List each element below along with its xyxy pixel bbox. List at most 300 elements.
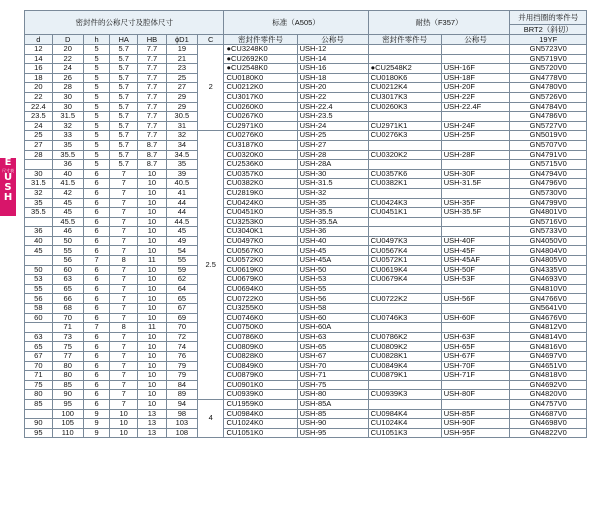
col-header-h: h [83, 35, 110, 45]
cell-ha: 5.7 [110, 102, 138, 112]
cell-backup-part: GN5715V0 [510, 160, 587, 170]
cell-std-part: CU0357K0 [224, 169, 297, 179]
cell-D: 80 [52, 361, 83, 371]
cell-std-nominal: USH-55 [297, 284, 368, 294]
cell-d: 85 [25, 399, 53, 409]
cell-backup-part: GN5019V0 [510, 131, 587, 141]
cell-heat-part: CU0809K2 [368, 342, 441, 352]
cell-hb: 10 [138, 380, 167, 390]
cell-ha: 10 [110, 419, 138, 429]
table-row [25, 275, 587, 285]
cell-ha: 7 [110, 284, 138, 294]
cell-heat-nominal: USH-71F [441, 371, 510, 381]
cell-backup-part: GN5733V0 [510, 227, 587, 237]
cell-ha: 10 [110, 428, 138, 438]
cell-d1: 79 [166, 371, 197, 381]
cell-ha: 7 [110, 198, 138, 208]
cell-std-nominal: USH-16 [297, 64, 368, 74]
cell-h: 9 [83, 428, 110, 438]
cell-d1: 62 [166, 275, 197, 285]
cell-backup-part: GN4804V0 [510, 246, 587, 256]
cell-d: 12 [25, 45, 53, 55]
cell-D: 46 [52, 227, 83, 237]
cell-hb: 10 [138, 294, 167, 304]
header-backup-group: 并用挡圈的零件号 [510, 11, 587, 25]
cell-hb: 8.7 [138, 150, 167, 160]
table-row [25, 399, 587, 409]
cell-backup-part: GN4697V0 [510, 352, 587, 362]
cell-d1: 32 [166, 131, 197, 141]
cell-heat-nominal: USH-40F [441, 236, 510, 246]
ush-dimension-table [24, 10, 587, 438]
cell-d1: 84 [166, 380, 197, 390]
side-tab-letter-u: U [3, 172, 13, 183]
table-row [25, 246, 587, 256]
cell-hb: 13 [138, 409, 167, 419]
cell-h: 5 [83, 112, 110, 122]
cell-d1: 49 [166, 236, 197, 246]
cell-ha: 7 [110, 361, 138, 371]
cell-D: 100 [52, 409, 83, 419]
cell-d1: 59 [166, 265, 197, 275]
cell-D: 45 [52, 208, 83, 218]
cell-h: 5 [83, 131, 110, 141]
table-row [25, 371, 587, 381]
cell-d1: 44 [166, 208, 197, 218]
cell-d1: 40.5 [166, 179, 197, 189]
cell-d: 80 [25, 390, 53, 400]
cell-D: 40 [52, 169, 83, 179]
cell-heat-nominal: USH-70F [441, 361, 510, 371]
cell-d1: 69 [166, 313, 197, 323]
cell-D: 80 [52, 371, 83, 381]
cell-d: 53 [25, 275, 53, 285]
cell-d: 22.4 [25, 102, 53, 112]
cell-heat-nominal: USH-20F [441, 83, 510, 93]
cell-hb: 10 [138, 361, 167, 371]
cell-h: 5 [83, 83, 110, 93]
cell-std-part: CU1024K0 [224, 419, 297, 429]
cell-std-part: CU2819K0 [224, 188, 297, 198]
cell-std-part: CU0722K0 [224, 294, 297, 304]
cell-d1: 31 [166, 121, 197, 131]
cell-h: 6 [83, 352, 110, 362]
cell-ha: 5.7 [110, 45, 138, 55]
cell-d: 58 [25, 304, 53, 314]
cell-hb: 7.7 [138, 112, 167, 122]
cell-d1: 72 [166, 332, 197, 342]
cell-heat-part: CU0320K2 [368, 150, 441, 160]
header-heat-group: 耐热（F357） [368, 11, 510, 35]
cell-d1: 94 [166, 399, 197, 409]
cell-std-part: CU0750K0 [224, 323, 297, 333]
cell-backup-part: GN4780V0 [510, 83, 587, 93]
cell-backup-part: GN4050V0 [510, 236, 587, 246]
cell-D: 110 [52, 428, 83, 438]
cell-c: 2.5 [197, 131, 224, 400]
cell-d: 40 [25, 236, 53, 246]
table-row [25, 284, 587, 294]
cell-D: 56 [52, 256, 83, 266]
cell-std-part: CU0901K0 [224, 380, 297, 390]
cell-ha: 10 [110, 409, 138, 419]
cell-std-nominal: USH-56 [297, 294, 368, 304]
cell-backup-part: GN4814V0 [510, 332, 587, 342]
cell-heat-nominal: USH-24F [441, 121, 510, 131]
cell-d: 60 [25, 313, 53, 323]
cell-hb: 10 [138, 265, 167, 275]
cell-heat-nominal: USH-35.5F [441, 208, 510, 218]
cell-hb: 7.7 [138, 64, 167, 74]
cell-hb: 8.7 [138, 160, 167, 170]
cell-std-part: CU0849K0 [224, 361, 297, 371]
cell-std-nominal: USH-24 [297, 121, 368, 131]
cell-heat-nominal: USH-60F [441, 313, 510, 323]
cell-std-part: CU0984K0 [224, 409, 297, 419]
cell-d: 75 [25, 380, 53, 390]
cell-h: 5 [83, 102, 110, 112]
cell-heat-nominal: USH-18F [441, 73, 510, 83]
cell-d: 20 [25, 83, 53, 93]
cell-std-part: CU0809K0 [224, 342, 297, 352]
cell-heat-part: CU1051K3 [368, 428, 441, 438]
cell-heat-nominal: USH-63F [441, 332, 510, 342]
cell-d [25, 256, 53, 266]
cell-D: 20 [52, 45, 83, 55]
cell-hb: 11 [138, 323, 167, 333]
cell-heat-part: CU0679K4 [368, 275, 441, 285]
cell-ha: 5.7 [110, 131, 138, 141]
cell-ha: 7 [110, 371, 138, 381]
table-row [25, 150, 587, 160]
cell-backup-part: GN4693V0 [510, 275, 587, 285]
cell-backup-part: GN4778V0 [510, 73, 587, 83]
table-row [25, 160, 587, 170]
cell-std-nominal: USH-35.5 [297, 208, 368, 218]
cell-heat-nominal [441, 140, 510, 150]
cell-heat-nominal: USH-30F [441, 169, 510, 179]
table-row [25, 73, 587, 83]
cell-d1: 79 [166, 361, 197, 371]
table-row [25, 352, 587, 362]
cell-heat-nominal: USH-22.4F [441, 102, 510, 112]
table-row [25, 361, 587, 371]
cell-h: 6 [83, 399, 110, 409]
cell-std-nominal: USH-85 [297, 409, 368, 419]
col-header-hb: HB [138, 35, 167, 45]
cell-d: 45 [25, 246, 53, 256]
cell-backup-part: GN5723V0 [510, 45, 587, 55]
cell-D: 30 [52, 92, 83, 102]
cell-ha: 7 [110, 342, 138, 352]
cell-hb: 10 [138, 371, 167, 381]
cell-heat-nominal: USH-90F [441, 419, 510, 429]
cell-heat-nominal [441, 54, 510, 64]
cell-backup-part: GN5719V0 [510, 54, 587, 64]
cell-std-nominal: USH-35.5A [297, 217, 368, 227]
cell-heat-part: CU0879K1 [368, 371, 441, 381]
cell-ha: 5.7 [110, 150, 138, 160]
cell-heat-nominal: USH-80F [441, 390, 510, 400]
cell-std-part: CU0879K0 [224, 371, 297, 381]
cell-heat-nominal: USH-56F [441, 294, 510, 304]
cell-hb: 10 [138, 188, 167, 198]
cell-heat-part: CU0619K4 [368, 265, 441, 275]
cell-heat-nominal: USH-45F [441, 246, 510, 256]
cell-backup-part: GN5726V0 [510, 92, 587, 102]
cell-hb: 10 [138, 198, 167, 208]
cell-D: 73 [52, 332, 83, 342]
cell-h: 6 [83, 294, 110, 304]
cell-d: 18 [25, 73, 53, 83]
cell-ha: 5.7 [110, 160, 138, 170]
side-tab-ush [0, 158, 16, 216]
cell-std-part: CU0939K0 [224, 390, 297, 400]
cell-std-part: CU3017K0 [224, 92, 297, 102]
cell-hb: 10 [138, 284, 167, 294]
cell-heat-part: CU0260K3 [368, 102, 441, 112]
cell-d1: 27 [166, 83, 197, 93]
cell-hb: 10 [138, 246, 167, 256]
cell-heat-part: CU0849K4 [368, 361, 441, 371]
cell-d1: 29 [166, 102, 197, 112]
cell-h: 5 [83, 140, 110, 150]
cell-std-nominal: USH-45A [297, 256, 368, 266]
cell-std-nominal: USH-28A [297, 160, 368, 170]
cell-std-nominal: USH-25 [297, 131, 368, 141]
cell-D: 41.5 [52, 179, 83, 189]
cell-heat-nominal [441, 217, 510, 227]
cell-h: 6 [83, 304, 110, 314]
cell-d: 35.5 [25, 208, 53, 218]
cell-d [25, 409, 53, 419]
cell-heat-part [368, 399, 441, 409]
table-row [25, 54, 587, 64]
cell-heat-nominal [441, 45, 510, 55]
table-row [25, 332, 587, 342]
cell-backup-part: GN4812V0 [510, 323, 587, 333]
cell-D: 95 [52, 399, 83, 409]
cell-heat-part: CU0722K2 [368, 294, 441, 304]
cell-std-part: CU0746K0 [224, 313, 297, 323]
cell-ha: 5.7 [110, 83, 138, 93]
cell-backup-part: GN4816V0 [510, 342, 587, 352]
cell-d1: 67 [166, 304, 197, 314]
cell-heat-nominal: USH-53F [441, 275, 510, 285]
cell-hb: 10 [138, 304, 167, 314]
cell-std-part: CU3253K0 [224, 217, 297, 227]
cell-h: 6 [83, 342, 110, 352]
cell-std-nominal: USH-65 [297, 342, 368, 352]
cell-heat-part: CU0984K4 [368, 409, 441, 419]
cell-std-part: CU0567K0 [224, 246, 297, 256]
cell-std-part: CU0786K0 [224, 332, 297, 342]
cell-d1: 41 [166, 188, 197, 198]
cell-backup-part: GN5720V0 [510, 64, 587, 74]
cell-heat-nominal: USH-35F [441, 198, 510, 208]
cell-d1: 54 [166, 246, 197, 256]
cell-h: 7 [83, 256, 110, 266]
cell-std-part: CU1051K0 [224, 428, 297, 438]
cell-hb: 10 [138, 217, 167, 227]
cell-std-nominal: USH-22 [297, 92, 368, 102]
cell-h: 6 [83, 217, 110, 227]
cell-heat-part: CU0276K3 [368, 131, 441, 141]
col-header-D: D [52, 35, 83, 45]
header-standard-group: 标准（A505） [224, 11, 368, 35]
cell-D: 35.5 [52, 150, 83, 160]
cell-backup-part: GN4796V0 [510, 179, 587, 189]
cell-std-nominal: USH-60 [297, 313, 368, 323]
col-header-backup-part: 19YF [510, 35, 587, 45]
cell-hb: 10 [138, 399, 167, 409]
cell-h: 6 [83, 179, 110, 189]
cell-ha: 7 [110, 352, 138, 362]
side-tab-letter-h: H [3, 192, 13, 203]
header-backup-sub: BRT2（斜切） [510, 25, 587, 35]
cell-heat-part: CU0497K3 [368, 236, 441, 246]
cell-hb: 7.7 [138, 131, 167, 141]
table-row [25, 198, 587, 208]
cell-std-part: CU0260K0 [224, 102, 297, 112]
cell-d1: 44 [166, 198, 197, 208]
cell-std-part: CU1959K0 [224, 399, 297, 409]
cell-h: 5 [83, 45, 110, 55]
cell-std-nominal: USH-31.5 [297, 179, 368, 189]
table-row [25, 428, 587, 438]
cell-d: 55 [25, 284, 53, 294]
cell-d: 63 [25, 332, 53, 342]
table-row [25, 188, 587, 198]
cell-ha: 7 [110, 294, 138, 304]
cell-std-part: CU3187K0 [224, 140, 297, 150]
col-header-std-part: 密封件零件号 [224, 35, 297, 45]
cell-backup-part: GN4822V0 [510, 428, 587, 438]
cell-D: 90 [52, 390, 83, 400]
table-row [25, 390, 587, 400]
cell-ha: 7 [110, 399, 138, 409]
table-row [25, 304, 587, 314]
cell-backup-part: GN5730V0 [510, 188, 587, 198]
cell-backup-part: GN5641V0 [510, 304, 587, 314]
cell-heat-part [368, 217, 441, 227]
col-header-d: d [25, 35, 53, 45]
cell-d: 71 [25, 371, 53, 381]
cell-D: 36 [52, 160, 83, 170]
cell-h: 6 [83, 332, 110, 342]
cell-std-nominal: USH-90 [297, 419, 368, 429]
cell-h: 9 [83, 419, 110, 429]
cell-hb: 11 [138, 256, 167, 266]
cell-heat-part: CU0786K2 [368, 332, 441, 342]
cell-d1: 23 [166, 64, 197, 74]
cell-D: 68 [52, 304, 83, 314]
cell-heat-nominal [441, 304, 510, 314]
cell-d1: 108 [166, 428, 197, 438]
table-row [25, 313, 587, 323]
cell-std-nominal: USH-75 [297, 380, 368, 390]
cell-ha: 7 [110, 313, 138, 323]
cell-h: 5 [83, 121, 110, 131]
cell-hb: 7.7 [138, 45, 167, 55]
cell-std-part: CU0267K0 [224, 112, 297, 122]
cell-heat-nominal: USH-45AF [441, 256, 510, 266]
cell-ha: 8 [110, 256, 138, 266]
cell-ha: 7 [110, 380, 138, 390]
cell-ha: 5.7 [110, 54, 138, 64]
cell-h: 6 [83, 313, 110, 323]
cell-std-nominal: USH-27 [297, 140, 368, 150]
col-header-heat-nominal: 公称号 [441, 35, 510, 45]
cell-heat-nominal: USH-22F [441, 92, 510, 102]
cell-d: 24 [25, 121, 53, 131]
cell-d1: 55 [166, 256, 197, 266]
table-row [25, 256, 587, 266]
cell-heat-nominal: USH-85F [441, 409, 510, 419]
cell-std-nominal: USH-63 [297, 332, 368, 342]
cell-h: 6 [83, 265, 110, 275]
cell-std-part: CU0424K0 [224, 198, 297, 208]
cell-D: 70 [52, 313, 83, 323]
cell-d1: 35 [166, 160, 197, 170]
cell-heat-part [368, 380, 441, 390]
cell-heat-part: CU0382K1 [368, 179, 441, 189]
cell-ha: 7 [110, 169, 138, 179]
cell-heat-nominal [441, 160, 510, 170]
cell-d: 25 [25, 131, 53, 141]
table-row [25, 121, 587, 131]
cell-ha: 7 [110, 217, 138, 227]
cell-h: 6 [83, 208, 110, 218]
cell-heat-part [368, 112, 441, 122]
col-header-c: C [197, 35, 224, 45]
cell-d: 35 [25, 198, 53, 208]
cell-backup-part: GN4698V0 [510, 419, 587, 429]
cell-hb: 13 [138, 428, 167, 438]
cell-d: 36 [25, 227, 53, 237]
cell-std-nominal: USH-67 [297, 352, 368, 362]
table-row [25, 323, 587, 333]
cell-d: 28 [25, 150, 53, 160]
cell-d1: 34 [166, 140, 197, 150]
cell-heat-part [368, 54, 441, 64]
cell-h: 6 [83, 275, 110, 285]
cell-ha: 5.7 [110, 73, 138, 83]
cell-ha: 5.7 [110, 92, 138, 102]
table-row [25, 179, 587, 189]
cell-d: 23.5 [25, 112, 53, 122]
cell-std-nominal: USH-22.4 [297, 102, 368, 112]
cell-d [25, 323, 53, 333]
cell-backup-part: GN4820V0 [510, 390, 587, 400]
cell-heat-part: ●CU2548K2 [368, 64, 441, 74]
cell-std-nominal: USH-40 [297, 236, 368, 246]
cell-backup-part: GN4651V0 [510, 361, 587, 371]
cell-d1: 44.5 [166, 217, 197, 227]
cell-d [25, 160, 53, 170]
cell-d: 22 [25, 92, 53, 102]
cell-d1: 39 [166, 169, 197, 179]
cell-heat-nominal: USH-28F [441, 150, 510, 160]
table-row [25, 294, 587, 304]
cell-std-nominal: USH-60A [297, 323, 368, 333]
cell-heat-nominal: USH-50F [441, 265, 510, 275]
cell-std-part: CU0828K0 [224, 352, 297, 362]
cell-D: 45.5 [52, 217, 83, 227]
cell-std-part: CU2971K0 [224, 121, 297, 131]
cell-h: 6 [83, 188, 110, 198]
cell-backup-part: GN4335V0 [510, 265, 587, 275]
